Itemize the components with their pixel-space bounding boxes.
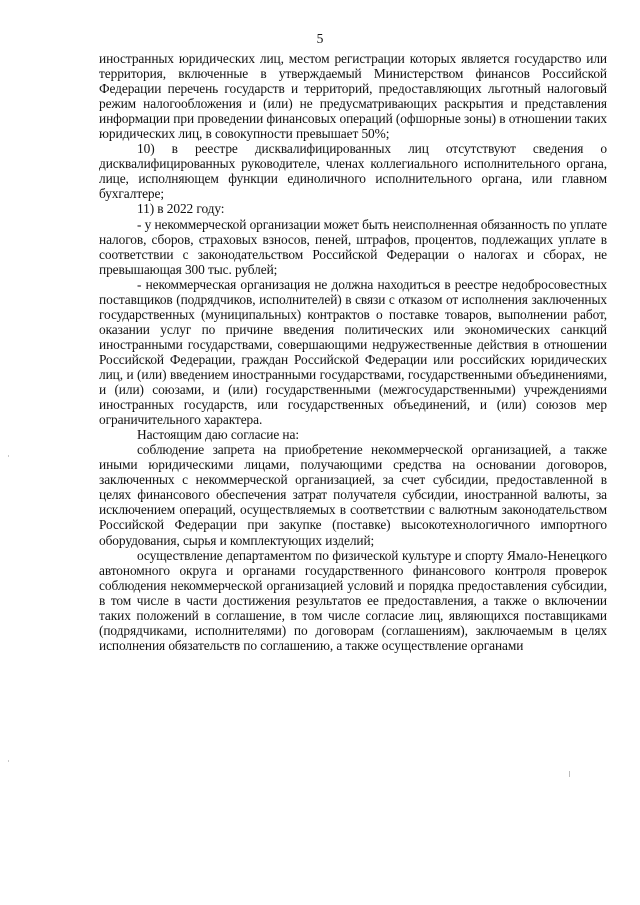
scan-artifact xyxy=(8,760,9,762)
paragraph-item-11: 11) в 2022 году: xyxy=(137,201,225,217)
paragraph-tax-obligation: - у некоммерческой организации может быть неисполненная обязанность по уплате налогов, сборов, страховых взносов, пеней, штрафов, процентов, подлежащих уплате в соответствии с законодательством Российской Федерации о налогах и сборах, не превышающая 300 тыс. рублей; xyxy=(99,216,607,277)
paragraph-consent-intro: Настоящим даю согласие на: xyxy=(137,427,299,443)
scan-artifact xyxy=(8,455,9,457)
paragraph-item-10: 10) в реестре дисквалифицированных лиц отсутствуют сведения о дисквалифицированных руководителе, членах коллегиального исполнительного органа, лице, исполняющем функции единоличного исполнительного органа, или главном бухгалтере; xyxy=(99,141,607,202)
scan-artifact xyxy=(569,771,570,777)
paragraph-unfair-suppliers-registry: - некоммерческая организация не должна находиться в реестре недобросовестных поставщиков (подрядчиков, исполнителей) в связи с отказом от исполнения заключенных государственных (муниципальных) контрактов о поставке товаров, выполнении работ, оказании услуг по причине введения политических или экономических санкций иностранными государствами, совершающими недружественные действия в отношении Российской Федерации, граждан Российской Федерации или российских юридических лиц, и (или) введением иностранными государствами, государственными объединениями, и (или) союзами, и (или) государственными (межгосударственными) учреждениями иностранных государств, или государственных объединений, и (или) союзов мер ограничительного характера. xyxy=(99,276,607,428)
paragraph-offshore-share: иностранных юридических лиц, местом регистрации которых является государство или территория, включенные в утверждаемый Министерством финансов Российской Федерации перечень государств и территорий, предоставляющих льготный налоговый режим налогообложения и (или) не предусматривающих раскрытия и представления информации при проведении финансовых операций (офшорные зоны) в отношении таких юридических лиц, в совокупности превышает 50%; xyxy=(99,51,607,142)
paragraph-inspections-consent: осуществление департаментом по физической культуре и спорту Ямало-Ненецкого автономного округа и органами государственного финансового контроля проверок соблюдения некоммерческой организацией условий и порядка предоставления субсидии, в том числе в части достижения результатов ее предоставления, а также о включении таких положений в соглашение, в том числе согласие лиц, являющихся поставщиками (подрядчиками, исполнителями) по договорам (соглашениям), заключаемым в целях исполнения обязательств по соглашению, а также осуществление органами xyxy=(99,547,607,653)
paragraph-currency-ban: соблюдение запрета на приобретение некоммерческой организацией, а также иными юридическими лицами, получающими средства на основании договоров, заключенных с некоммерческой организацией, за счет субсидии, предоставленной в целях финансового обеспечения затрат получателя субсидии, иностранной валюты, за исключением операций, осуществляемых в соответствии с валютным законодательством Российской Федерации при закупке (поставке) высокотехнологичного импортного оборудования, сырья и комплектующих изделий; xyxy=(99,442,607,548)
page-number: 5 xyxy=(316,31,324,46)
document-body xyxy=(99,51,607,653)
